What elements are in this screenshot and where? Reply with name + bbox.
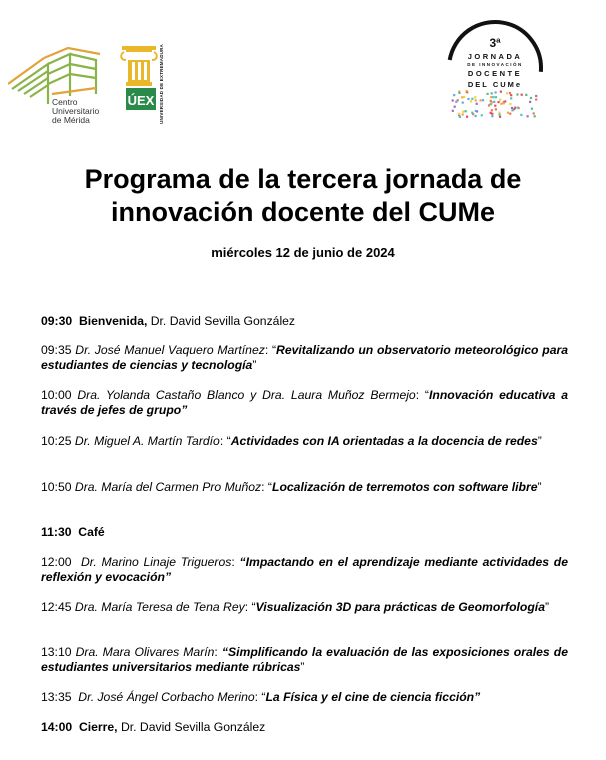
jornada-number: 3ª	[489, 36, 501, 50]
confetti-dot	[517, 107, 519, 109]
agenda-talk: “Impactando en el aprendizaje mediante actividades de reflexión y evocación”	[41, 555, 568, 584]
agenda-time: 10:00	[41, 388, 72, 402]
confetti-dot	[480, 99, 482, 101]
agenda-time: 12:00	[41, 555, 72, 569]
confetti-dot	[527, 115, 529, 117]
jornada-cume: DEL CUMe	[467, 80, 523, 89]
confetti-dot	[453, 94, 455, 96]
jornada-subtitle: DE INNOVACIÓN	[467, 62, 523, 67]
uex-vertical-text: UNIVERSIDAD DE EXTREMADURA	[159, 44, 164, 124]
header-logos	[0, 14, 606, 124]
confetti-dot	[470, 100, 472, 102]
confetti-dot	[463, 96, 465, 98]
confetti-dot	[491, 109, 493, 111]
agenda-item-1130	[41, 525, 568, 540]
confetti-dot	[467, 98, 469, 100]
confetti-dot	[499, 114, 501, 116]
agenda-label: Bienvenida,	[78, 314, 148, 328]
confetti-dot	[465, 110, 467, 112]
confetti-dot	[525, 94, 527, 96]
confetti-dot	[452, 99, 454, 101]
cum-line-1: Centro	[52, 97, 78, 107]
agenda-time: 13:10	[41, 645, 72, 659]
confetti-dot	[533, 112, 535, 114]
title-line-1: Programa de la tercera jornada de	[84, 164, 522, 194]
confetti-dot	[509, 113, 511, 115]
agenda-item-1245: 12:45 Dra. María Teresa de Tena Rey: “Visualización 3D para prácticas de Geomorfología”	[41, 600, 550, 614]
confetti-dot	[500, 103, 502, 105]
event-date: miércoles 12 de junio de 2024	[211, 245, 395, 260]
agenda-speaker: Dr. David Sevilla González	[120, 720, 266, 734]
agenda-talk: La Física y el cine de ciencia ficción”	[265, 690, 481, 704]
confetti-dot	[491, 113, 493, 115]
agenda-speaker: Dr. David Sevilla González	[150, 314, 296, 328]
confetti-dot	[452, 110, 454, 112]
confetti-dot	[495, 96, 497, 98]
confetti-dot	[495, 108, 497, 110]
confetti-dot	[498, 112, 500, 114]
cum-logo-text	[52, 98, 99, 125]
agenda-speaker: Dr. José Ángel Corbacho Merino	[78, 690, 255, 704]
confetti-dot	[457, 99, 459, 101]
agenda-talk: Localización de terremotos con software libre	[272, 480, 538, 494]
confetti-dot	[462, 102, 464, 104]
agenda-time: 10:50	[41, 480, 72, 494]
confetti-dot	[459, 116, 461, 118]
agenda-time: 09:35	[41, 343, 72, 357]
agenda-item-1200: 12:00 Dr. Marino Linaje Trigueros: “Impactando en el aprendizaje mediante actividades de reflexión y evocación”	[41, 555, 568, 584]
confetti-dot	[499, 116, 501, 118]
confetti-dot	[462, 113, 464, 115]
confetti-dot	[491, 92, 493, 94]
confetti-dot	[458, 92, 460, 94]
agenda-time: 12:45	[41, 600, 72, 614]
agenda-speaker: Dr. Marino Linaje Trigueros	[80, 555, 232, 569]
confetti-dot	[503, 102, 505, 104]
agenda-item-1310: 13:10 Dra. Mara Olivares Marín: “Simplificando la evaluación de las exposiciones orales de estudiantes universitarios mediante rúbricas”	[41, 645, 568, 674]
agenda-item-1335: 13:35 Dr. José Ángel Corbacho Merino: “La Física y el cine de ciencia ficción”	[41, 690, 481, 704]
confetti-dot	[482, 99, 484, 101]
confetti-dot	[471, 112, 473, 114]
agenda-time: 09:30	[41, 314, 73, 328]
confetti-dot	[474, 96, 476, 98]
agenda-talk: Innovación educativa a través de jefes de grupo”	[41, 388, 568, 417]
agenda-item-0930	[41, 314, 568, 329]
uex-logo	[118, 44, 178, 114]
agenda-time: 13:35	[41, 690, 72, 704]
agenda-time: 11:30	[41, 525, 72, 539]
confetti-dot	[516, 93, 518, 95]
confetti-dot	[507, 112, 509, 114]
confetti-dot	[530, 97, 532, 99]
agenda-speaker: Dra. Mara Olivares Marín	[75, 645, 215, 659]
confetti-dot	[490, 100, 492, 102]
agenda-speaker: Dr. José Manuel Vaquero Martínez	[75, 343, 265, 357]
page-title	[0, 163, 606, 229]
agenda-item-1000: 10:00 Dra. Yolanda Castaño Blanco y Dra. Laura Muñoz Bermejo: “Innovación educativa a través de jefes de grupo”	[41, 388, 568, 417]
confetti-dot	[494, 105, 496, 107]
agenda-speaker: Dra. Yolanda Castaño Blanco y Dra. Laura Muñoz Bermejo	[77, 388, 416, 402]
agenda-speaker: Dra. María del Carmen Pro Muñoz	[74, 480, 262, 494]
cum-line-2: Universitario	[52, 106, 100, 116]
confetti-dot	[475, 99, 477, 101]
confetti-dot	[481, 114, 483, 116]
confetti-dot	[487, 93, 489, 95]
confetti-dot	[500, 91, 502, 93]
confetti-dot	[498, 101, 500, 103]
confetti-dot	[511, 107, 513, 109]
agenda-item-1050: 10:50 Dra. María del Carmen Pro Muñoz: “Localización de terremotos con software libre”	[41, 480, 542, 494]
confetti-dot	[514, 107, 516, 109]
confetti-dot	[521, 94, 523, 96]
confetti-dot	[529, 101, 531, 103]
confetti-dot	[510, 97, 512, 99]
uex-letters: ÚEX	[127, 93, 155, 108]
jornada-word: JORNADA	[467, 52, 523, 61]
confetti-dot	[506, 92, 508, 94]
confetti-dot	[493, 101, 495, 103]
confetti-dot	[466, 116, 468, 118]
agenda-time: 10:25	[41, 434, 72, 448]
confetti-dot	[475, 110, 477, 112]
confetti-dot	[462, 111, 464, 113]
agenda-item-0935: 09:35 Dr. José Manuel Vaquero Martínez: “Revitalizando un observatorio meteorológico para estudiantes de ciencias y tecnología”	[41, 343, 568, 372]
confetti-dot	[535, 95, 537, 97]
agenda-speaker: Dr. Miguel A. Martín Tardío	[74, 434, 220, 448]
confetti-dot	[499, 99, 501, 101]
agenda-label: Cierre,	[78, 720, 118, 734]
confetti-dot	[509, 103, 511, 105]
agenda-label: Café	[78, 525, 105, 539]
confetti-dot	[535, 98, 537, 100]
confetti-dot	[510, 94, 512, 96]
confetti-dot	[534, 115, 536, 117]
confetti-dot	[454, 106, 456, 108]
confetti-dot	[531, 108, 533, 110]
agenda-talk: “Simplificando la evaluación de las exposiciones orales de estudiantes universitarios mediante rúbricas	[41, 645, 568, 674]
agenda-time: 14:00	[41, 720, 73, 734]
confetti-dot	[490, 96, 492, 98]
agenda-item-1400	[41, 720, 568, 735]
confetti-dot	[495, 91, 497, 93]
confetti-dot	[476, 103, 478, 105]
confetti-dot	[466, 90, 468, 92]
jornada-docente: DOCENTE	[467, 69, 523, 78]
agenda-speaker: Dra. María Teresa de Tena Rey	[74, 600, 245, 614]
title-line-2: innovación docente del CUMe	[110, 197, 496, 227]
agenda-talk: Visualización 3D para prácticas de Geomorfología	[255, 600, 545, 614]
confetti-dot	[491, 115, 493, 117]
agenda-item-1025: 10:25 Dr. Miguel A. Martín Tardío: “Actividades con IA orientadas a la docencia de redes”	[41, 434, 542, 448]
confetti-dot	[471, 98, 473, 100]
confetti-dot	[458, 113, 460, 115]
confetti-dot	[520, 114, 522, 116]
agenda-talk: Actividades con IA orientadas a la docencia de redes	[230, 434, 538, 448]
confetti-dot	[492, 96, 494, 98]
agenda-talk: Revitalizando un observatorio meteorológico para estudiantes de ciencias y tecnología	[41, 343, 568, 372]
confetti-dot	[509, 92, 511, 94]
cum-line-3: de Mérida	[52, 115, 90, 125]
confetti-dot	[475, 115, 477, 117]
